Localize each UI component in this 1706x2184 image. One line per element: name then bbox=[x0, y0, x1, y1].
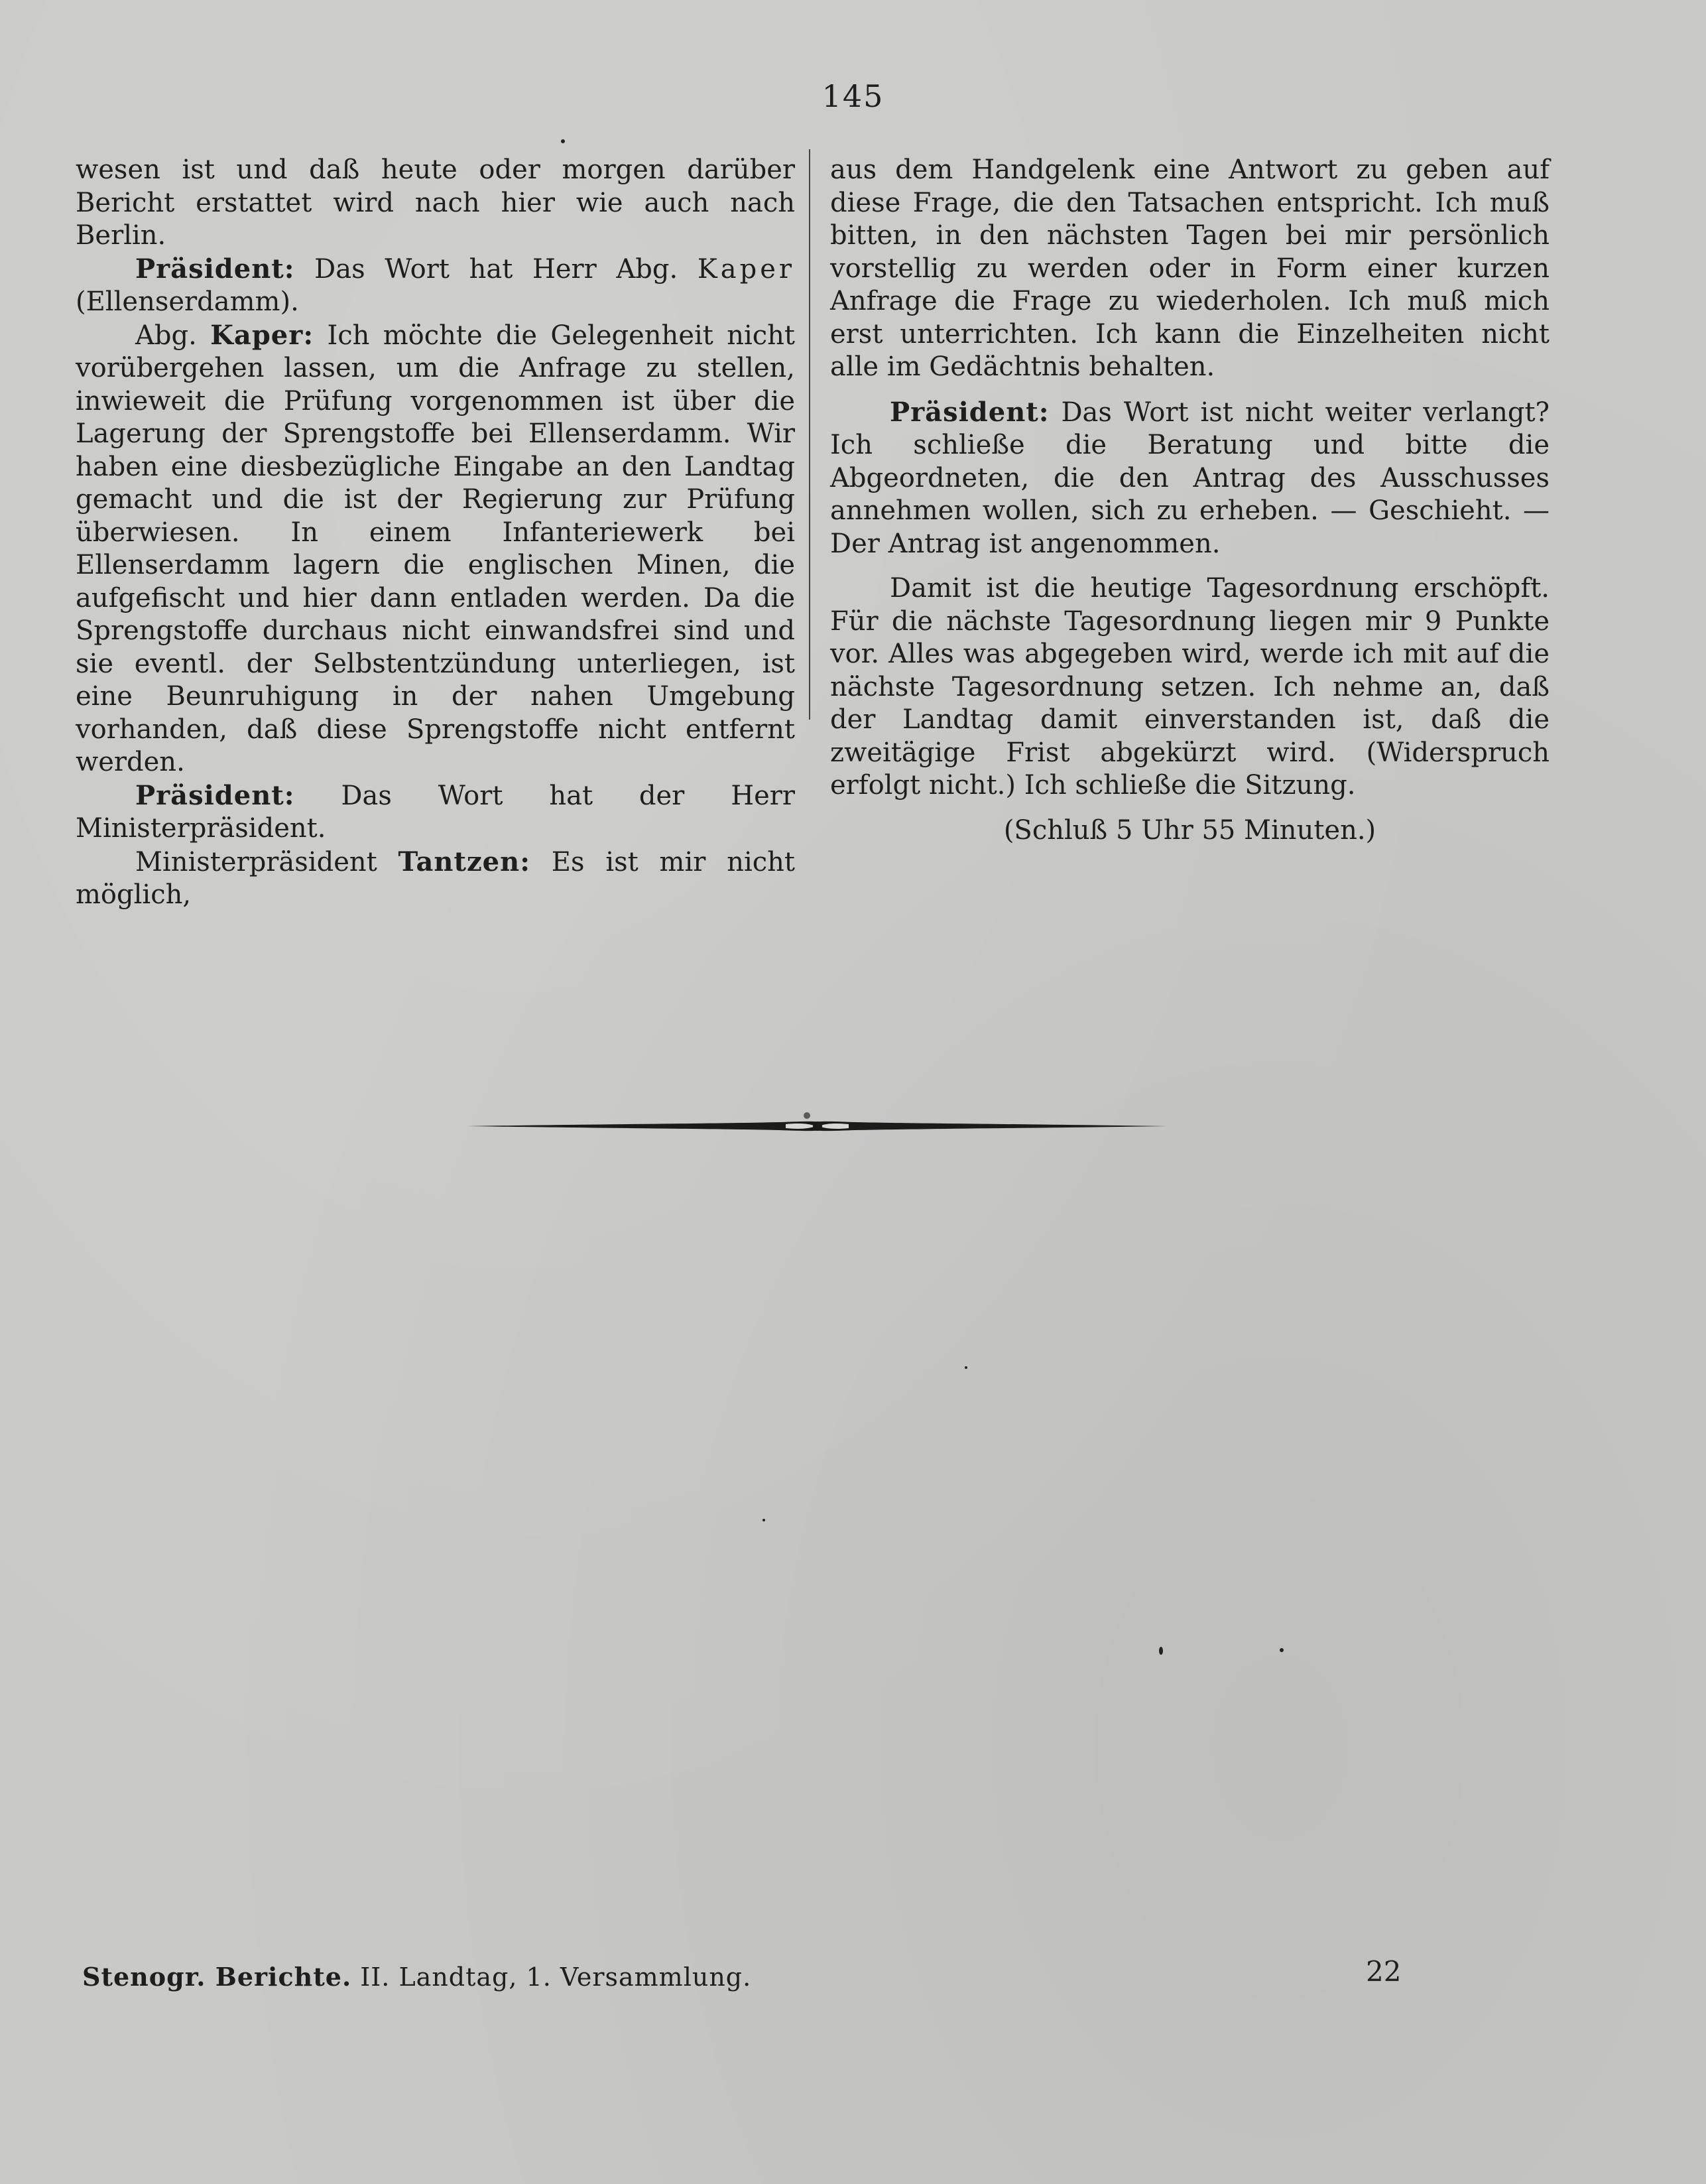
speech-paragraph bbox=[76, 319, 795, 779]
footer-title: Stenogr. Berichte. bbox=[82, 1962, 352, 1992]
speaker-prefix: Abg. bbox=[135, 320, 211, 351]
paper-speck bbox=[965, 1366, 967, 1369]
speech-text: Es ist mir nicht möglich, bbox=[76, 846, 795, 910]
speaker-label: Tantzen: bbox=[398, 846, 530, 877]
speech-text: Das Wort ist nicht weiter verlangt? Ich schließe die Beratung und bitte die Abgeordneten, die den Antrag des Ausschusses annehmen wollen, sich zu erheben. — Geschieht. — Der Antrag ist angenommen. bbox=[830, 397, 1550, 559]
paragraph-text: aus dem Handgelenk eine Antwort zu geben auf diese Frage, die den Tatsachen entspricht. Ich muß bitten, in den nächsten Tagen bei mir persönlich vorstellig zu werden oder in Form einer kurzen Anfrage die Frage zu wiederholen. Ich muß mich erst unterrichten. Ich kann die Einzelheiten nicht alle im Gedächtnis behalten. bbox=[830, 155, 1550, 382]
ornament-divider bbox=[467, 1102, 1167, 1149]
paper-speck bbox=[1159, 1647, 1163, 1655]
signature-number: 22 bbox=[1366, 1955, 1402, 1988]
speech-paragraph bbox=[76, 779, 795, 846]
speaker-label: Präsident: bbox=[135, 253, 295, 285]
footer bbox=[82, 1962, 751, 1992]
speech-text: Das Wort hat Herr Abg. bbox=[294, 253, 698, 285]
paper-speck bbox=[561, 139, 565, 143]
speaker-label: Präsident: bbox=[135, 779, 295, 811]
speaker-prefix: Ministerpräsident bbox=[135, 846, 398, 877]
speaker-label: Kaper: bbox=[210, 319, 314, 351]
paragraph-text: wesen ist und daß heute oder morgen darüber Bericht erstattet wird nach hier wie auch nach Berlin. bbox=[76, 155, 795, 251]
paragraph bbox=[830, 154, 1550, 384]
speech-text: Das Wort hat der Herr Ministerpräsident. bbox=[76, 780, 795, 844]
speech-text: (Ellenserdamm). bbox=[76, 287, 299, 317]
paragraph-text: Damit ist die heutige Tagesordnung erschöpft. Für die nächste Tagesordnung liegen mir 9 Punkte vor. Alles was abgegeben wird, werde ich mit auf die nächste Tagesordnung setzen. Ich nehme an, daß der Landtag damit einverstanden ist, daß die zweitägige Frist abgekürzt wird. (Widerspruch erfolgt nicht.) Ich schließe die Sitzung. bbox=[830, 573, 1550, 801]
paragraph bbox=[830, 572, 1550, 803]
paper-speck bbox=[762, 1519, 765, 1521]
speech-paragraph bbox=[830, 396, 1550, 561]
page-number: 145 bbox=[822, 78, 884, 114]
speaker-name: Kaper bbox=[697, 253, 795, 285]
speech-paragraph bbox=[76, 846, 795, 912]
speech-paragraph bbox=[76, 253, 795, 319]
column-divider bbox=[809, 149, 810, 720]
speech-text: Ich möchte die Gelegenheit nicht vorübergehen lassen, um die Anfrage zu stellen, inwieweit die Prüfung vorgenommen ist über die Lagerung der Sprengstoffe bei Ellenserdamm. Wir haben eine diesbezügliche Eingabe an den Landtag gemacht und die ist der Regierung zur Prüfung überwiesen. In einem Infanteriewerk bei Ellenserdamm lagern die englischen Minen, die aufgefischt und hier dann entladen werden. Da die Sprengstoffe durchaus nicht einwandsfrei sind und sie eventl. der Selbstentzündung unterliegen, ist eine Beunruhigung in der nahen Umgebung vorhanden, daß diese Sprengstoffe nicht entfernt werden. bbox=[76, 320, 795, 777]
paragraph bbox=[76, 154, 795, 253]
right-column bbox=[830, 154, 1550, 847]
left-column bbox=[76, 154, 795, 912]
closing-text: (Schluß 5 Uhr 55 Minuten.) bbox=[1003, 814, 1376, 846]
speaker-label: Präsident: bbox=[890, 396, 1050, 428]
footer-subtitle: II. Landtag, 1. Versammlung. bbox=[351, 1962, 752, 1992]
paper-speck bbox=[1280, 1648, 1284, 1652]
session-closing-note bbox=[830, 814, 1550, 848]
